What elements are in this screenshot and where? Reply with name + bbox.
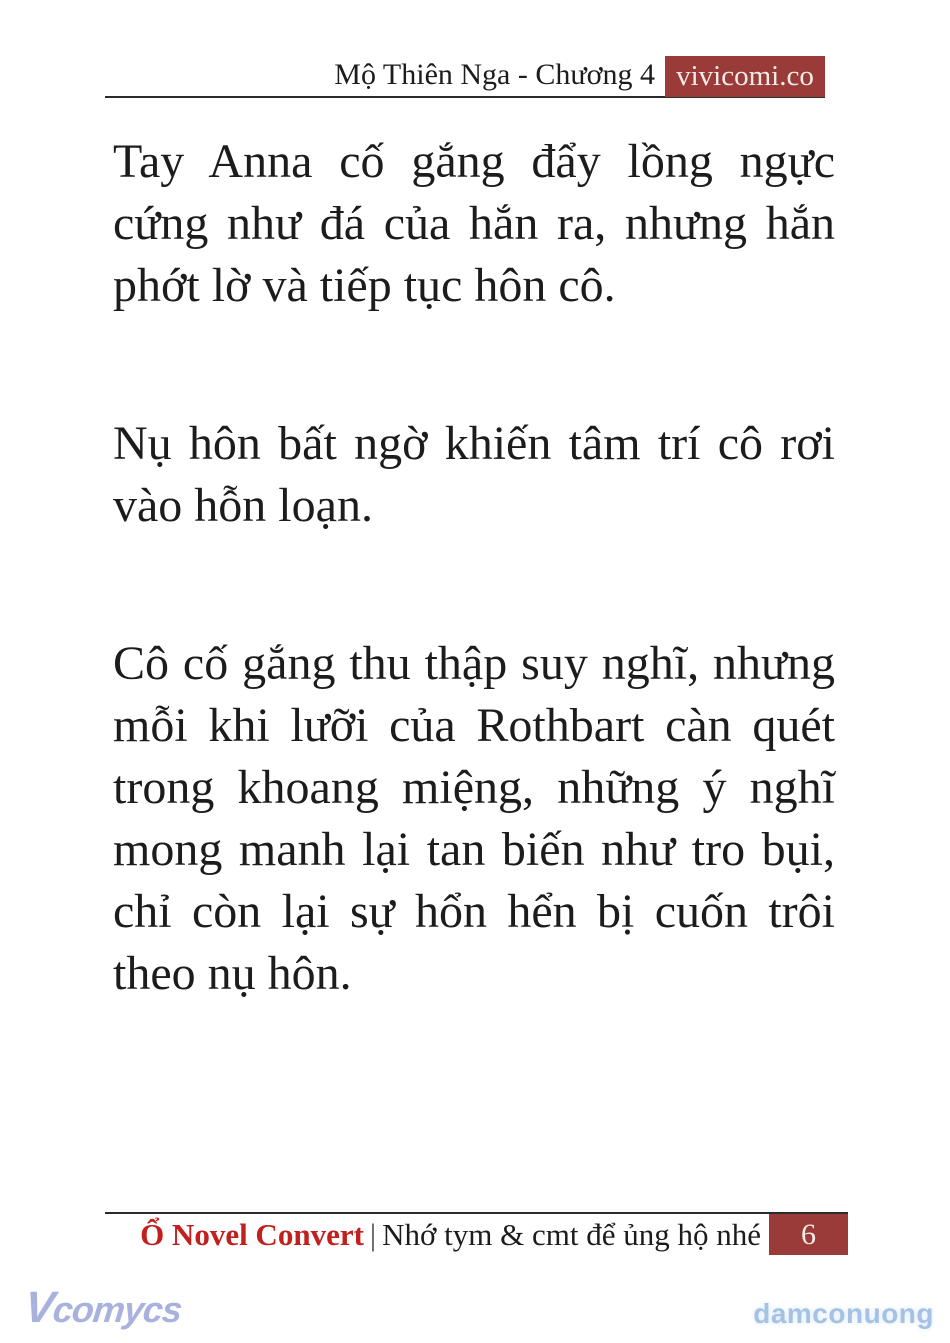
paragraph-1: Tay Anna cố gắng đẩy lồng ngực cứng như đá của hắn ra, nhưng hắn phớt lờ và tiếp tục hôn cô. bbox=[113, 135, 835, 312]
site-url-badge: vivicomi.co bbox=[665, 56, 825, 97]
footer-separator: | bbox=[369, 1217, 377, 1252]
page-header bbox=[105, 57, 825, 98]
vcomycs-logo-initial: V bbox=[22, 1283, 56, 1332]
footer-note: Nhớ tym & cmt để ủng hộ nhé bbox=[382, 1217, 761, 1252]
damconuong-watermark: damconuong bbox=[753, 1298, 934, 1329]
footer-text bbox=[140, 1214, 761, 1255]
paragraph-3: Cô cố gắng thu thập suy nghĩ, nhưng mỗi khi lưỡi của Rothbart càn quét trong khoang miệng, những ý nghĩ mong manh lại tan biến như tro bụi, chỉ còn lại sự hổn hển bị cuốn trôi theo nụ hôn. bbox=[113, 637, 835, 1000]
converter-brand: Ổ Novel Convert bbox=[140, 1217, 364, 1252]
vcomycs-logo-rest: comycs bbox=[51, 1289, 184, 1330]
page-number-badge: 6 bbox=[769, 1214, 848, 1255]
chapter-body bbox=[113, 131, 835, 1005]
chapter-title: Mộ Thiên Nga - Chương 4 bbox=[334, 57, 655, 91]
vcomycs-logo bbox=[22, 1283, 184, 1333]
paragraph-2: Nụ hôn bất ngờ khiến tâm trí cô rơi vào hỗn loạn. bbox=[113, 417, 835, 532]
page-footer bbox=[105, 1212, 848, 1255]
